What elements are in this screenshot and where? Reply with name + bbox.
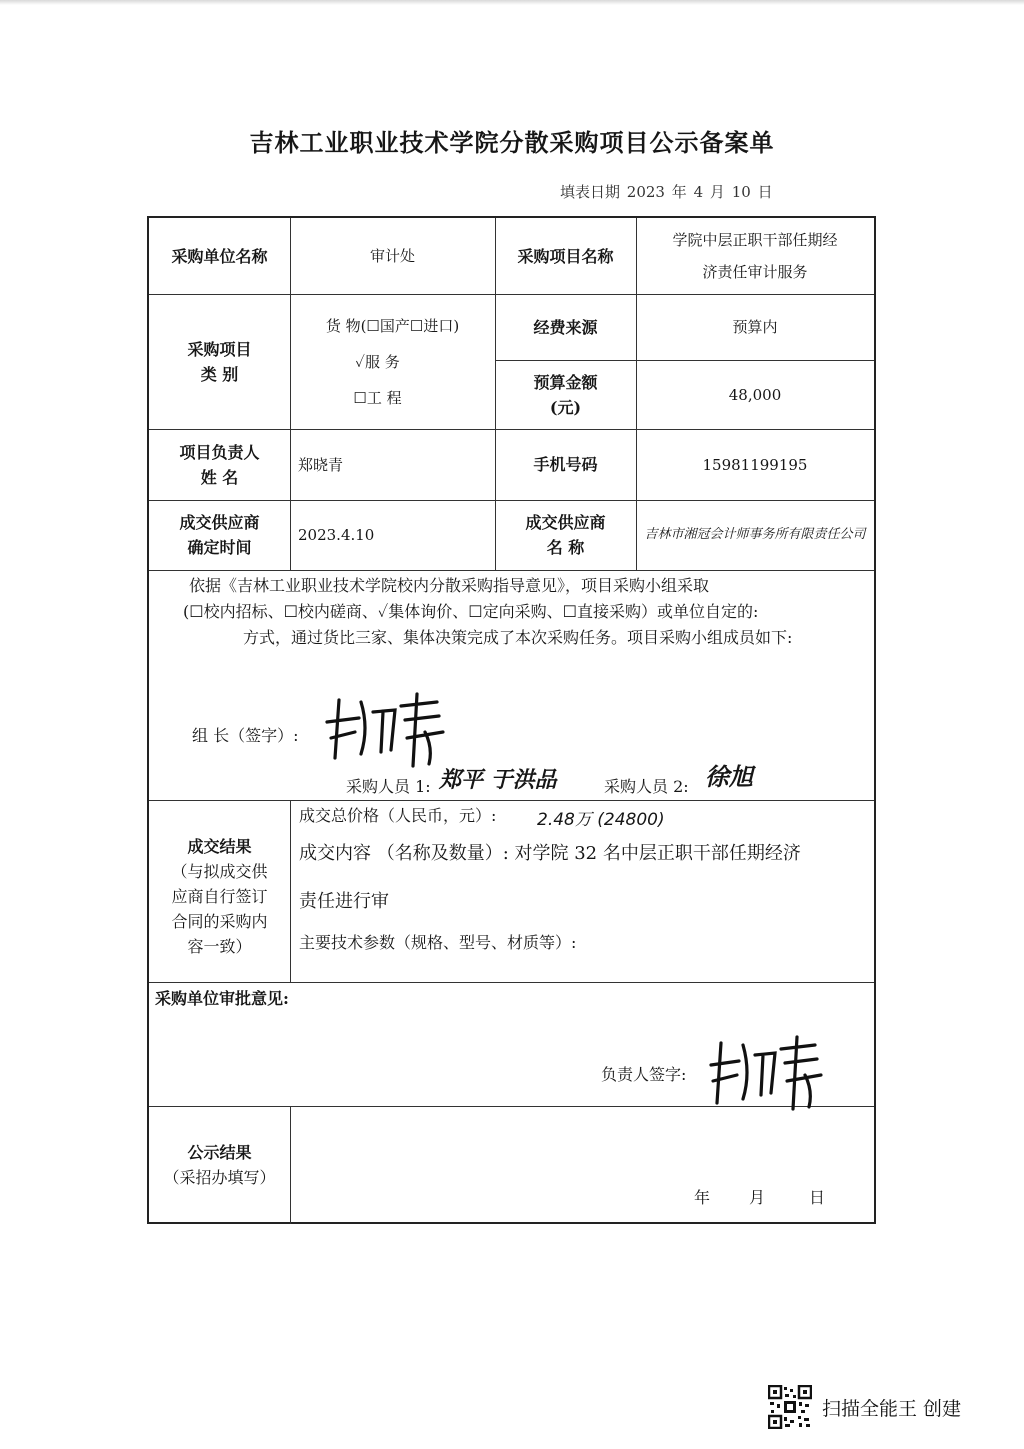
- confirm-time-label-line2: 确定时间: [187, 538, 252, 557]
- purchasing-unit-label: 采购单位名称: [171, 246, 268, 266]
- fill-date-month-unit: 月: [709, 183, 725, 201]
- tech-params-label: 主要技术参数（规格、型号、材质等）:: [299, 933, 577, 952]
- statement-line3: 方式，通过货比三家、集体决策完成了本次采购任务。项目采购小组成员如下:: [243, 628, 793, 647]
- buyer1-label: 采购人员 1:: [346, 777, 431, 796]
- qr-code-icon: [768, 1385, 812, 1429]
- project-name-line2: 济责任审计服务: [702, 263, 808, 281]
- fill-date-year-unit: 年: [671, 183, 687, 201]
- buyer1-signature: 郑平 于洪品: [439, 768, 557, 793]
- buyer2-label: 采购人员 2:: [604, 777, 689, 796]
- category-service-option: ✓服 务: [355, 352, 400, 371]
- confirm-time-value: 2023.4.10: [298, 526, 375, 544]
- confirm-time-label: [149, 500, 290, 570]
- approval-label: 采购单位审批意见:: [155, 989, 289, 1008]
- supplier-label: [495, 500, 636, 570]
- budget-label-line2: (元): [549, 397, 582, 417]
- leader-value: 郑晓青: [298, 455, 344, 474]
- statement-line1: 依据《吉林工业职业技术学院校内分散采购指导意见》，项目采购小组采取: [189, 576, 710, 595]
- result-label: [149, 800, 290, 982]
- team-leader-label: 组 长（签字）:: [192, 726, 299, 745]
- budget-label-line1: 预算金额: [533, 372, 598, 392]
- scan-edge: [0, 0, 1024, 5]
- publicity-year: 年: [694, 1188, 711, 1207]
- project-name-value: [636, 218, 874, 294]
- fill-date-year: 2023: [626, 183, 665, 201]
- phone-label: 手机号码: [533, 455, 598, 474]
- result-label-line1: 成交结果: [187, 836, 252, 856]
- result-label-line2: （与拟成交供: [171, 861, 268, 881]
- category-engineering-option: ☐工 程: [353, 388, 402, 407]
- leader-label: [149, 429, 290, 500]
- result-label-line4: 合同的采购内: [171, 911, 268, 931]
- team-leader-signature-mark: [321, 688, 461, 768]
- document-title: 吉林工业职业技术学院分散采购项目公示备案单: [249, 128, 775, 157]
- team-leader-signature: [321, 688, 461, 772]
- category-label: [149, 294, 290, 429]
- approval-signer-label: 负责人签字:: [601, 1065, 687, 1084]
- publicity-label-line1: 公示结果: [187, 1143, 252, 1162]
- fill-date-month: 4: [693, 183, 704, 201]
- fill-date-day: 10: [731, 183, 751, 201]
- price-handwritten: 2.48万 (24800): [537, 810, 665, 830]
- price-label: 成交总价格（人民币，元）:: [299, 806, 497, 825]
- fill-date-day-unit: 日: [757, 183, 773, 201]
- publicity-label: [149, 1106, 290, 1224]
- result-label-line3: 应商自行签订: [171, 886, 268, 906]
- fill-date-label: 填表日期: [560, 183, 621, 201]
- scanner-watermark: [768, 1387, 961, 1427]
- confirm-time-label-line1: 成交供应商: [179, 513, 260, 532]
- scanner-watermark-text: 扫描全能王 创建: [822, 1397, 962, 1420]
- category-goods-option: 货 物(☐国产☐进口): [325, 316, 460, 335]
- statement-line2: (☐校内招标、☐校内磋商、✓集体询价、☐定向采购、☐直接采购）或单位自定的:: [183, 602, 759, 621]
- budget-label: [495, 360, 636, 429]
- phone-value: 15981199195: [702, 455, 808, 474]
- purchasing-unit-value: 审计处: [369, 247, 415, 265]
- fund-source-value: 预算内: [732, 318, 778, 336]
- approval-signature: [705, 1033, 835, 1117]
- column-divider: [290, 800, 291, 982]
- supplier-label-line1: 成交供应商: [525, 513, 606, 532]
- result-content-line1: 成交内容 （名称及数量）: 对学院 32 名中层正职干部任期经济: [299, 843, 801, 864]
- fund-source-label: 经费来源: [533, 317, 598, 337]
- project-name-label: 采购项目名称: [517, 246, 614, 266]
- buyer2-signature: 徐旭: [705, 763, 753, 791]
- row-divider: [149, 982, 874, 983]
- record-form: [147, 216, 876, 1224]
- supplier-value-handwritten: 吉林市湘冠会计师事务所有限责任公司: [644, 527, 866, 542]
- supplier-label-line2: 名 称: [546, 538, 585, 557]
- budget-value: 48,000: [728, 385, 782, 404]
- category-label-line2: 类 别: [200, 364, 239, 384]
- approval-signature-mark: [705, 1033, 835, 1113]
- row-divider: [149, 570, 874, 571]
- leader-label-line1: 项目负责人: [179, 442, 260, 462]
- category-label-line1: 采购项目: [187, 339, 252, 359]
- project-name-line1: 学院中层正职干部任期经: [672, 231, 838, 249]
- category-options: [290, 294, 495, 429]
- result-content-line2: 责任进行审: [299, 891, 389, 912]
- publicity-month: 月: [749, 1188, 766, 1207]
- column-divider: [290, 1106, 291, 1224]
- publicity-label-line2: （采招办填写）: [163, 1168, 276, 1187]
- leader-label-line2: 姓 名: [200, 467, 239, 487]
- fill-date: [560, 181, 775, 202]
- result-label-line5: 容一致）: [187, 936, 252, 956]
- publicity-day: 日: [809, 1188, 826, 1207]
